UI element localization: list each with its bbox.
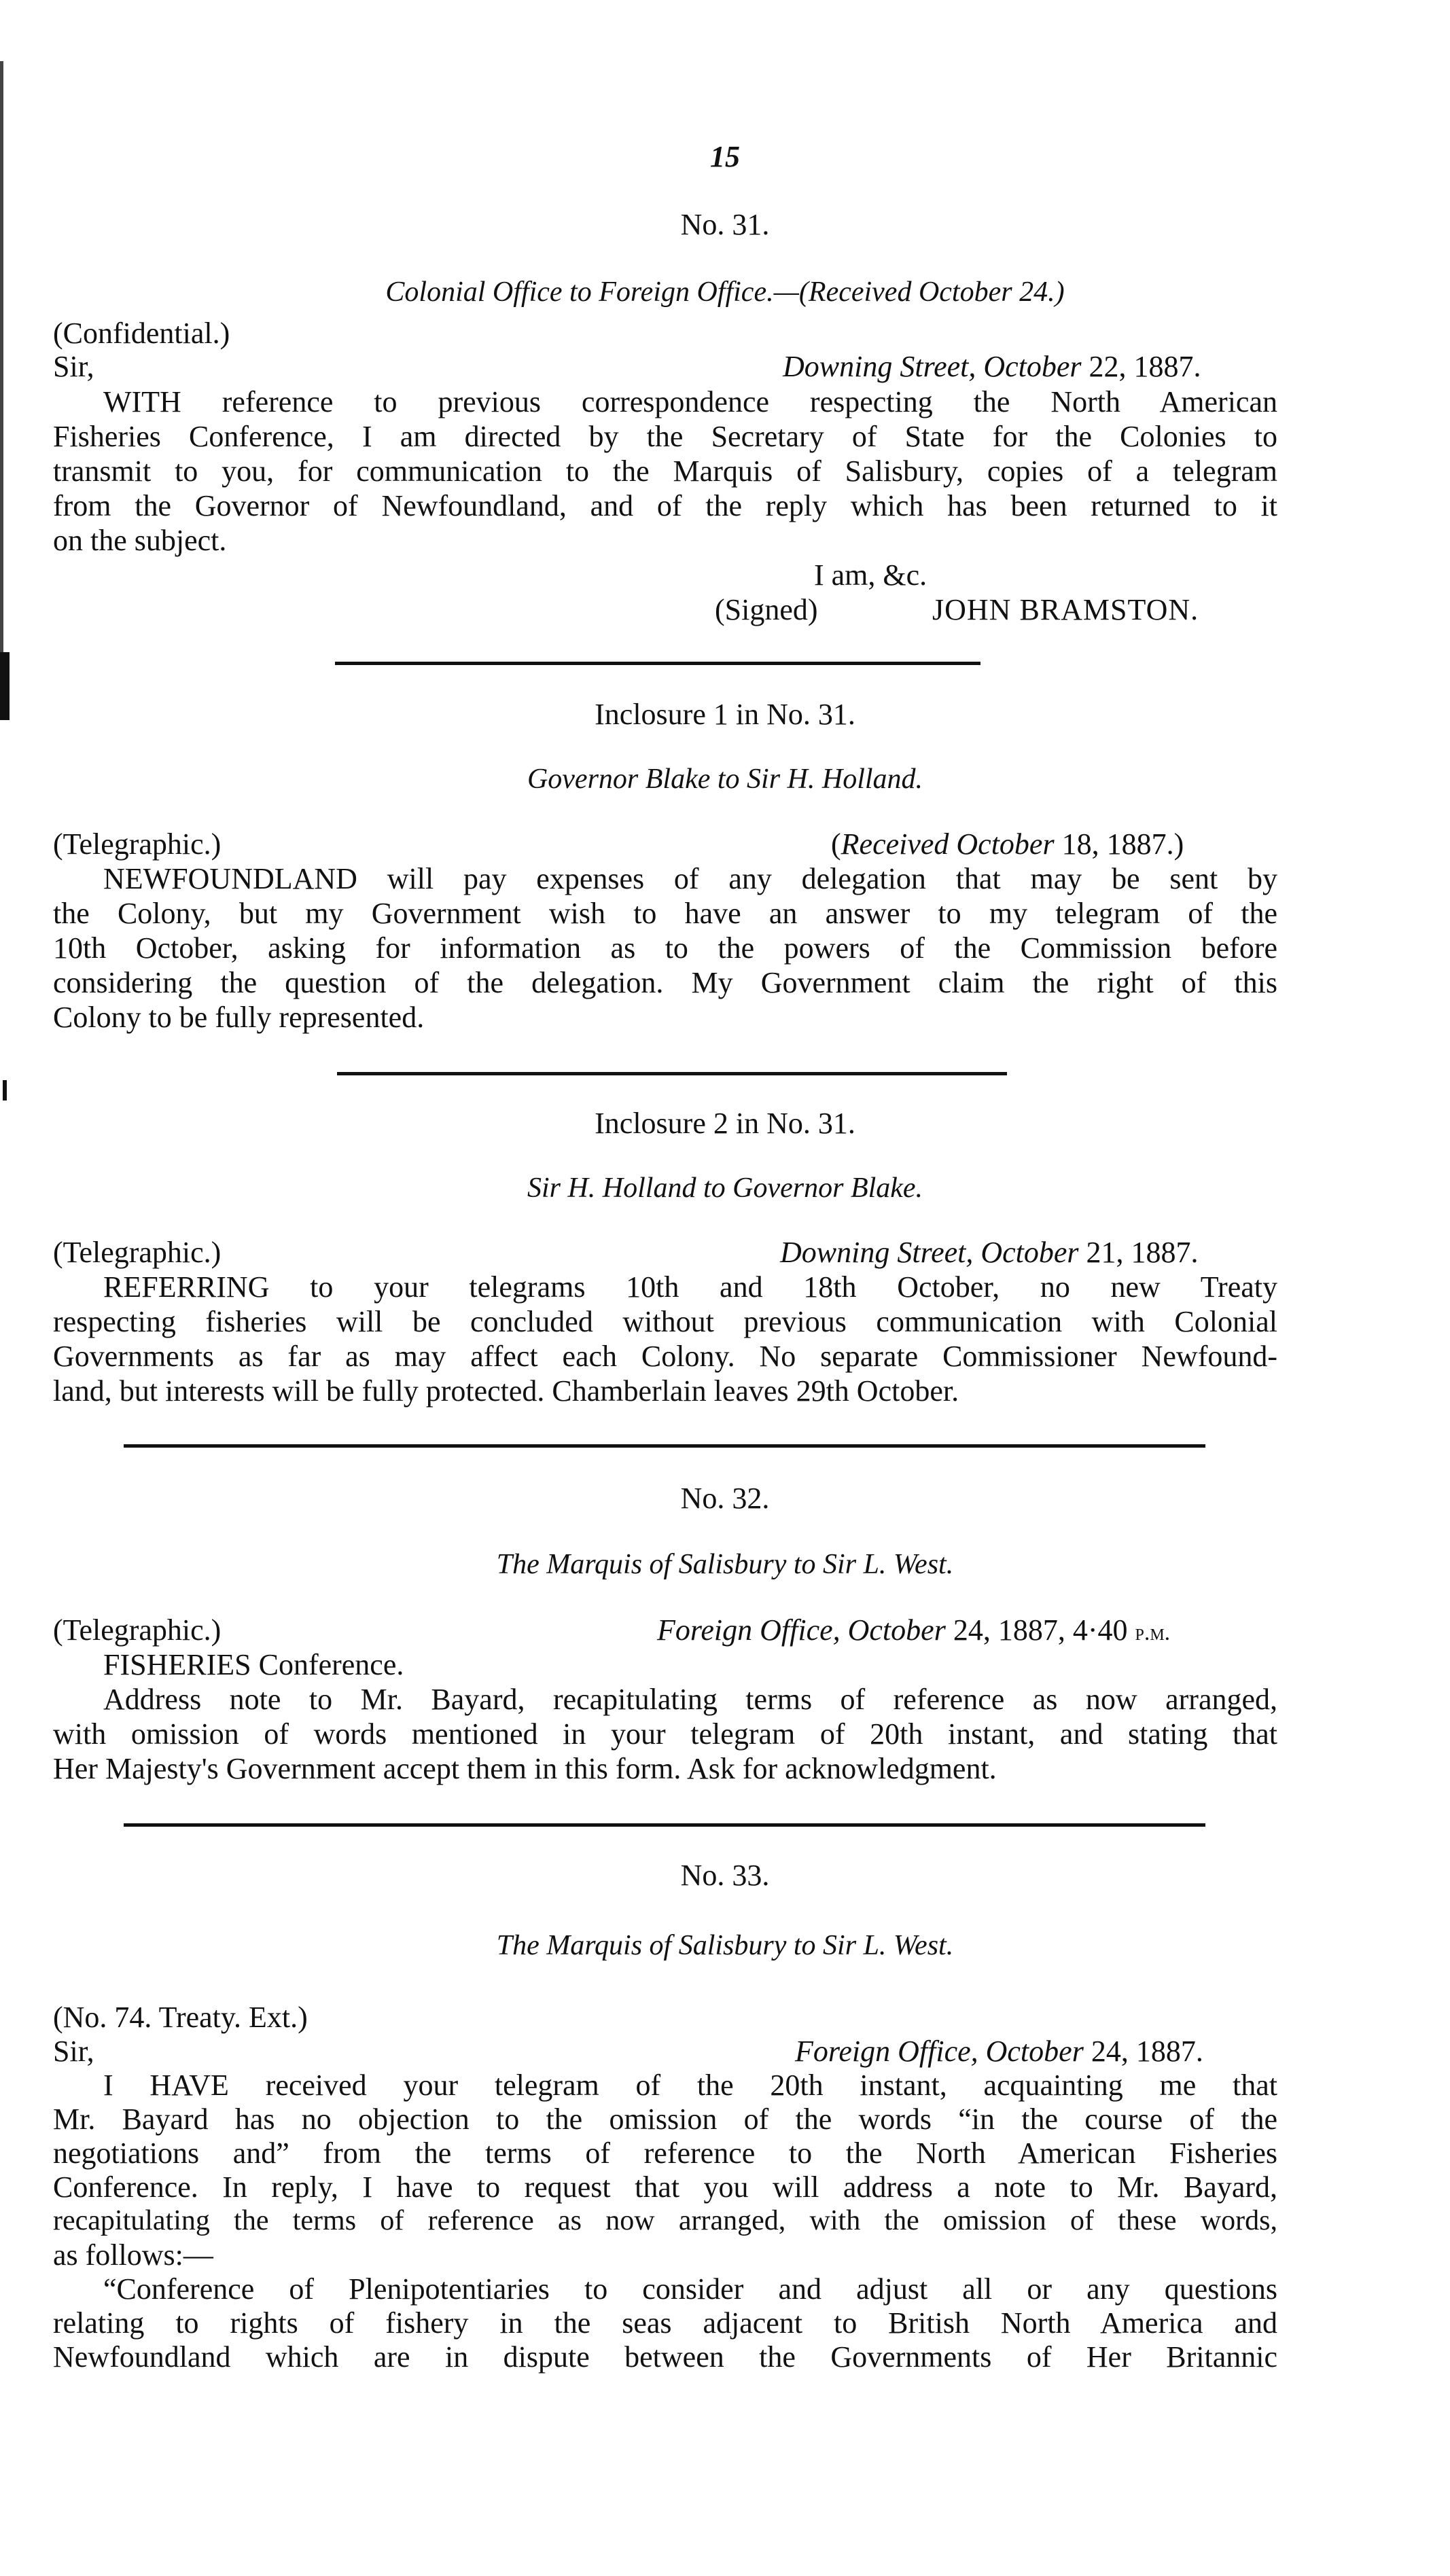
dateline-place: Downing Street, October	[780, 1236, 1079, 1269]
body-line: Her Majesty's Government accept them in this form. Ask for acknowledgment.	[53, 1752, 997, 1785]
message-type: (Telegraphic.)	[53, 1236, 222, 1269]
dateline-year: 22, 1887.	[1081, 350, 1201, 383]
subheading: Governor Blake to Sir H. Holland.	[527, 764, 923, 795]
body-line: negotiations and” from the terms of reference to the North American Fisheries	[53, 2136, 1277, 2170]
classification: (Confidential.)	[53, 317, 230, 350]
dateline-year: 21, 1887.	[1078, 1236, 1199, 1269]
salutation: Sir,	[53, 350, 94, 383]
dateline-place: Downing Street, October	[783, 350, 1082, 383]
body-line: NEWFOUNDLAND will pay expenses of any delegation that may be sent by	[103, 862, 1277, 895]
heading: Inclosure 2 in No. 31.	[595, 1107, 855, 1140]
heading: No. 33.	[680, 1859, 770, 1892]
subheading: The Marquis of Salisbury to Sir L. West.	[496, 1549, 954, 1580]
quote-line: Newfoundland which are in dispute between the Governments of Her Britannic	[53, 2340, 1277, 2374]
body-line: I HAVE received your telegram of the 20th instant, acquainting me that	[103, 2069, 1277, 2102]
received-line	[831, 827, 1184, 862]
subheading: The Marquis of Salisbury to Sir L. West.	[496, 1930, 954, 1961]
body-line: REFERRING to your telegrams 10th and 18th October, no new Treaty	[103, 1270, 1277, 1304]
body-line: with omission of words mentioned in your telegram of 20th instant, and stating that	[53, 1717, 1277, 1751]
scan-edge-mark	[3, 1080, 7, 1101]
body-line: Colony to be fully represented.	[53, 1001, 425, 1034]
message-type: (Telegraphic.)	[53, 1613, 222, 1647]
quote-line: “Conference of Plenipotentiaries to consider and adjust all or any questions	[103, 2272, 1277, 2306]
body-line: 10th October, asking for information as to the powers of the Commission before	[53, 931, 1277, 965]
body-line: Address note to Mr. Bayard, recapitulating terms of reference as now arranged,	[103, 1683, 1277, 1716]
body-line: WITH reference to previous correspondence respecting the North American	[103, 385, 1277, 418]
body-line: Governments as far as may affect each Colony. No separate Commissioner Newfound-	[53, 1340, 1277, 1373]
dateline-year: 24, 1887, 4·40	[945, 1613, 1128, 1647]
dateline	[795, 2034, 1203, 2069]
body-line: on the subject.	[53, 524, 227, 557]
received-date: 18, 1887.)	[1054, 827, 1184, 861]
signatory: JOHN BRAMSTON.	[932, 593, 1199, 626]
dateline-time: p.m.	[1135, 1620, 1171, 1645]
body-line: FISHERIES Conference.	[103, 1648, 404, 1681]
section-divider	[335, 662, 980, 665]
body-line: as follows:—	[53, 2238, 213, 2272]
dateline-place: Foreign Office, October	[795, 2035, 1084, 2068]
body-line: the Colony, but my Government wish to have an answer to my telegram of the	[53, 897, 1277, 930]
body-line: considering the question of the delegation. My Government claim the right of this	[53, 966, 1277, 999]
signed-label: (Signed)	[715, 593, 818, 626]
dateline	[783, 349, 1201, 384]
closing: I am, &c.	[814, 558, 927, 592]
quote-line: relating to rights of fishery in the seas adjacent to British North America and	[53, 2306, 1277, 2340]
body-line: transmit to you, for communication to the Marquis of Salisbury, copies of a telegram	[53, 454, 1277, 488]
dateline-place: Foreign Office, October	[657, 1613, 946, 1647]
dateline	[657, 1613, 1170, 1651]
heading: No. 32.	[680, 1482, 770, 1515]
heading: No. 31.	[680, 208, 770, 241]
body-line: Mr. Bayard has no objection to the omission of the words “in the course of the	[53, 2103, 1277, 2136]
body-line: recapitulating the terms of reference as now arranged, with the omission of these words,	[53, 2205, 1277, 2236]
body-line: respecting fisheries will be concluded without previous communication with Colonial	[53, 1305, 1277, 1338]
subheading: Sir H. Holland to Governor Blake.	[527, 1173, 923, 1204]
body-line: land, but interests will be fully protected. Chamberlain leaves 29th October.	[53, 1374, 959, 1408]
salutation: Sir,	[53, 2035, 94, 2068]
body-line: from the Governor of Newfoundland, and of the reply which has been returned to it	[53, 489, 1277, 522]
dateline-year: 24, 1887.	[1083, 2035, 1203, 2068]
section-divider	[124, 1444, 1205, 1448]
section-divider	[124, 1823, 1205, 1827]
received-open: (	[831, 827, 841, 861]
reference: (No. 74. Treaty. Ext.)	[53, 2001, 308, 2034]
received-label: Received October	[841, 827, 1055, 861]
message-type: (Telegraphic.)	[53, 827, 222, 861]
section-divider	[337, 1072, 1007, 1075]
body-line: Conference. In reply, I have to request that you will address a note to Mr. Bayard,	[53, 2170, 1277, 2204]
heading: Inclosure 1 in No. 31.	[595, 698, 855, 731]
body-line: Fisheries Conference, I am directed by the Secretary of State for the Colonies to	[53, 420, 1277, 453]
dateline	[780, 1235, 1199, 1270]
subheading: Colonial Office to Foreign Office.—(Received October 24.)	[385, 276, 1065, 308]
page-number: 15	[710, 140, 740, 173]
